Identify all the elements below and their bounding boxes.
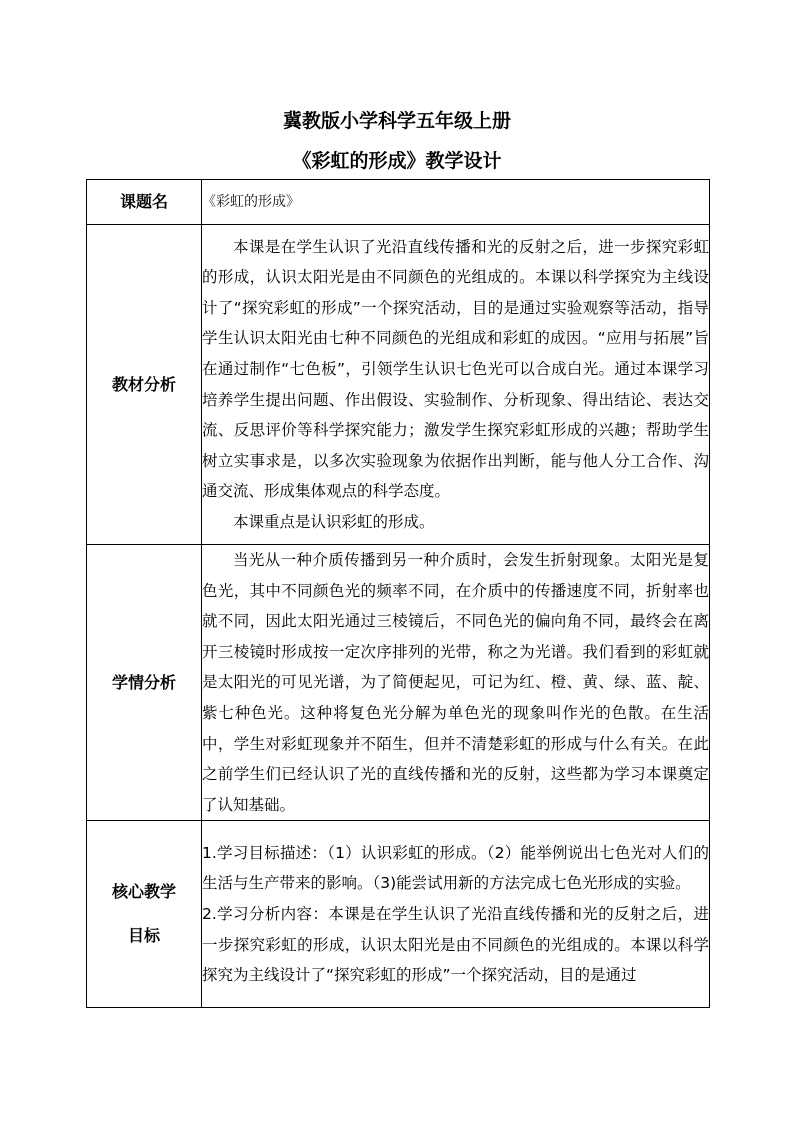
topic-value-text: 《彩虹的形成》	[202, 194, 300, 210]
textbook-analysis-content	[202, 225, 710, 545]
core-objectives-content	[202, 821, 710, 1008]
student-analysis-content	[202, 545, 710, 821]
textbook-analysis-para2: 本课重点是认识彩虹的形成。	[233, 512, 435, 531]
student-analysis-para1: 当光从一种介质传播到另一种介质时，会发生折射现象。太阳光是复色光，其中不同颜色光的频率不同，在介质中的传播速度不同，折射率也就不同，因此太阳光通过三棱镜后，不同色光的偏向角不同，最终会在离开三棱镜时形成按一定次序排列的光带，称之为光谱。我们看到的彩虹就是太阳光的可见光谱，为了简便起见，可记为红、橙、黄、绿、蓝、靛、紫七种色光。这种将复色光分解为单色光的现象叫作光的色散。在生活中，学生对彩虹现象并不陌生，但并不清楚彩虹的形成与什么有关。在此之前学生们已经认识了光的直线传播和光的反射，这些都为学习本课奠定了认知基础。	[202, 551, 709, 814]
core-objectives-label	[87, 821, 202, 1008]
core-objectives-label-line2: 目标	[127, 926, 160, 946]
topic-label: 课题名	[87, 180, 202, 225]
table-row-student-analysis	[87, 545, 710, 821]
table-row-topic	[87, 180, 710, 225]
table-row-textbook-analysis	[87, 225, 710, 545]
textbook-analysis-label: 教材分析	[87, 225, 202, 545]
core-objectives-label-line1: 核心教学	[111, 882, 176, 902]
topic-value	[202, 180, 710, 225]
document-title: 冀教版小学科学五年级上册	[282, 110, 511, 132]
core-objectives-para2: 2.学习分析内容：本课是在学生认识了光沿直线传播和光的反射之后，进一步探究彩虹的形成，认识太阳光是由不同颜色的光组成的。本课以科学探究为主线设计了“探究彩虹的形成”一个探究活动，目的是通过	[202, 905, 709, 985]
lesson-plan-table	[86, 179, 710, 1008]
table-row-core-objectives	[87, 821, 710, 1008]
textbook-analysis-para1: 本课是在学生认识了光沿直线传播和光的反射之后，进一步探究彩虹的形成，认识太阳光是由不同颜色的光组成的。本课以科学探究为主线设计了“探究彩虹的形成”一个探究活动，目的是通过实验观察等活动，指导学生认识太阳光由七种不同颜色的光组成和彩虹的成因。“应用与拓展”旨在通过制作“七色板”，引领学生认识七色光可以合成白光。通过本课学习培养学生提出问题、作出假设、实验制作、分析现象、得出结论、表达交流、反思评价等科学探究能力；激发学生探究彩虹形成的兴趣；帮助学生树立实事求是，以多次实验现象为依据作出判断，能与他人分工合作、沟通交流、形成集体观点的科学态度。	[202, 237, 709, 501]
student-analysis-label: 学情分析	[87, 545, 202, 821]
document-subtitle: 《彩虹的形成》教学设计	[292, 150, 502, 172]
core-objectives-para1: 1.学习目标描述：（1）认识彩虹的形成。（2）能举例说出七色光对人们的生活与生产带来的影响。（3)能尝试用新的方法完成七色光形成的实验。	[202, 843, 709, 893]
